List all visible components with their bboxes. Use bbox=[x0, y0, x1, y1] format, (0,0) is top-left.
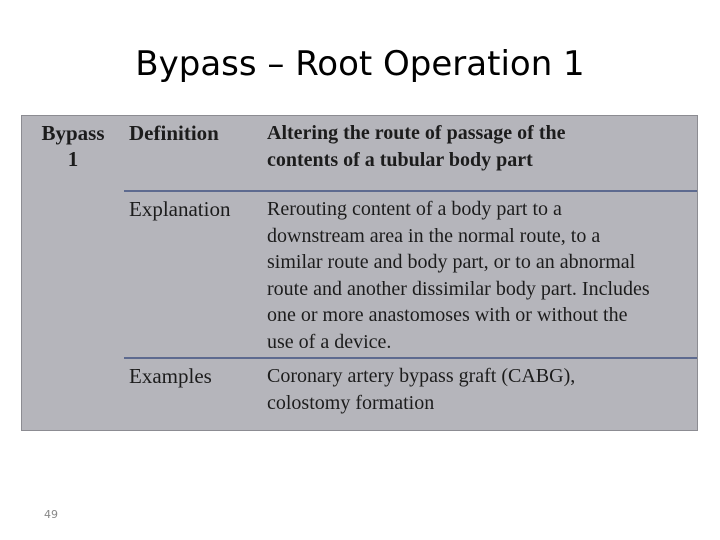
root-operation-name: Bypass bbox=[41, 121, 105, 145]
explanation-line: route and another dissimilar body part. Includes bbox=[267, 277, 650, 300]
examples-value bbox=[267, 363, 687, 416]
examples-label: Examples bbox=[129, 364, 212, 388]
explanation-value bbox=[267, 196, 687, 355]
root-operation-table bbox=[21, 115, 698, 431]
definition-line: contents of a tubular body part bbox=[267, 148, 533, 171]
examples-line: Coronary artery bypass graft (CABG), bbox=[267, 365, 576, 387]
explanation-line: use of a device. bbox=[267, 330, 392, 353]
explanation-line: downstream area in the normal route, to a bbox=[267, 224, 601, 247]
slide-title: Bypass – Root Operation 1 bbox=[135, 44, 585, 84]
definition-line: Altering the route of passage of the bbox=[267, 122, 566, 144]
examples-line: colostomy formation bbox=[267, 391, 435, 414]
explanation-line: Rerouting content of a body part to a bbox=[267, 198, 562, 220]
explanation-line: one or more anastomoses with or without the bbox=[267, 304, 628, 326]
explanation-label: Explanation bbox=[129, 197, 231, 221]
row-divider bbox=[124, 190, 697, 192]
definition-label: Definition bbox=[129, 121, 219, 145]
row-divider bbox=[124, 357, 697, 359]
root-operation-value: 1 bbox=[67, 147, 79, 171]
explanation-line: similar route and body part, or to an abnormal bbox=[267, 251, 636, 273]
definition-value bbox=[267, 120, 687, 173]
root-operation-label bbox=[36, 120, 110, 172]
page-number: 49 bbox=[44, 508, 58, 521]
